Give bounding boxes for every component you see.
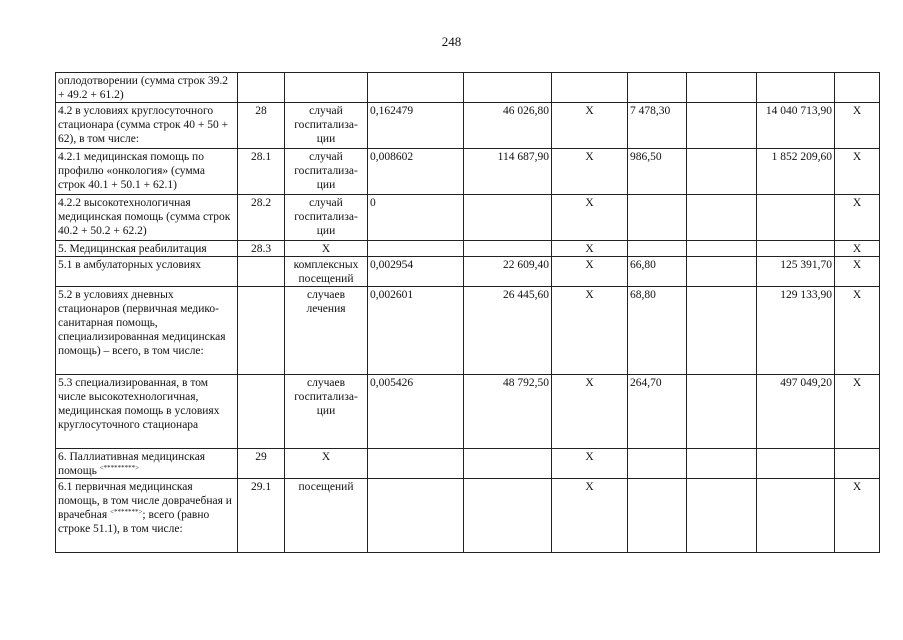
row-code: 28.2 (238, 195, 285, 241)
row-value-4: 986,50 (628, 149, 687, 195)
row-value-5 (687, 195, 757, 241)
row-value-1: 0 (368, 195, 464, 241)
row-unit: случай госпитализа-ции (285, 195, 368, 241)
row-value-4 (628, 73, 687, 103)
row-name (56, 103, 238, 149)
row-value-1 (368, 73, 464, 103)
row-value-5 (687, 241, 757, 257)
row-value-6 (757, 195, 835, 241)
row-code (238, 287, 285, 375)
row-name (56, 73, 238, 103)
row-value-2: 114 687,90 (464, 149, 552, 195)
row-value-4 (628, 195, 687, 241)
row-name (56, 287, 238, 375)
row-value-2: 46 026,80 (464, 103, 552, 149)
row-value-3 (552, 73, 628, 103)
row-value-7: Х (835, 257, 880, 287)
row-value-7: Х (835, 375, 880, 449)
row-value-7: Х (835, 195, 880, 241)
row-value-3: Х (552, 449, 628, 479)
row-value-5 (687, 149, 757, 195)
row-value-5 (687, 73, 757, 103)
row-value-1: 0,005426 (368, 375, 464, 449)
row-name (56, 375, 238, 449)
row-code (238, 73, 285, 103)
row-name-text: 5.2 в условиях дневных стационаров (первичная медико-санитарная помощь, специализированная медицинская помощь) – всего, в том числе: (58, 289, 226, 357)
row-value-7: Х (835, 241, 880, 257)
row-code: 28 (238, 103, 285, 149)
row-value-7 (835, 449, 880, 479)
row-value-3: Х (552, 257, 628, 287)
row-name (56, 449, 238, 479)
table-body (56, 73, 880, 553)
table-row (56, 241, 880, 257)
row-value-4 (628, 479, 687, 553)
row-unit: Х (285, 241, 368, 257)
row-value-3: Х (552, 241, 628, 257)
row-value-7: Х (835, 287, 880, 375)
row-value-4 (628, 449, 687, 479)
row-value-1 (368, 479, 464, 553)
row-value-2: 22 609,40 (464, 257, 552, 287)
row-value-6 (757, 479, 835, 553)
row-value-1: 0,008602 (368, 149, 464, 195)
row-value-7: Х (835, 149, 880, 195)
row-value-4: 66,80 (628, 257, 687, 287)
row-value-6 (757, 241, 835, 257)
row-code: 28.3 (238, 241, 285, 257)
row-name (56, 195, 238, 241)
row-value-2 (464, 479, 552, 553)
row-name-text: 4.2 в условиях круглосуточного стационара (сумма строк 40 + 50 + 62), в том числе: (58, 105, 229, 145)
table-row (56, 103, 880, 149)
row-value-1: 0,002954 (368, 257, 464, 287)
row-value-7: Х (835, 479, 880, 553)
table-row (56, 449, 880, 479)
table-row (56, 195, 880, 241)
row-code: 29 (238, 449, 285, 479)
row-value-7 (835, 73, 880, 103)
row-value-2 (464, 73, 552, 103)
row-unit: Х (285, 449, 368, 479)
table-row (56, 257, 880, 287)
row-value-5 (687, 449, 757, 479)
row-unit (285, 73, 368, 103)
row-unit: случаев госпитализа-ции (285, 375, 368, 449)
page-number: 248 (441, 34, 462, 49)
row-name-text: оплодотворении (сумма строк 39.2 + 49.2 + 61.2) (58, 75, 229, 101)
row-code (238, 257, 285, 287)
row-value-1: 0,162479 (368, 103, 464, 149)
row-value-5 (687, 257, 757, 287)
row-value-4: 7 478,30 (628, 103, 687, 149)
row-value-3: Х (552, 149, 628, 195)
row-value-1 (368, 449, 464, 479)
row-name (56, 257, 238, 287)
row-value-5 (687, 479, 757, 553)
row-unit: комплексных посещений (285, 257, 368, 287)
row-value-2 (464, 195, 552, 241)
row-value-4: 264,70 (628, 375, 687, 449)
row-value-4 (628, 241, 687, 257)
row-value-6: 14 040 713,90 (757, 103, 835, 149)
row-name-text: 5.1 в амбулаторных условиях (58, 259, 201, 271)
row-unit: случай госпитализа-ции (285, 103, 368, 149)
row-value-6: 129 133,90 (757, 287, 835, 375)
table-row (56, 73, 880, 103)
table-row (56, 479, 880, 553)
table-row (56, 149, 880, 195)
row-value-2 (464, 241, 552, 257)
row-code: 29.1 (238, 479, 285, 553)
row-value-3: Х (552, 287, 628, 375)
row-value-5 (687, 103, 757, 149)
row-value-1 (368, 241, 464, 257)
row-value-6 (757, 73, 835, 103)
row-value-1: 0,002601 (368, 287, 464, 375)
row-name-text: 4.2.2 высокотехнологичная медицинская помощь (сумма строк 40.2 + 50.2 + 62.2) (58, 197, 231, 237)
row-value-6 (757, 449, 835, 479)
row-value-6: 1 852 209,60 (757, 149, 835, 195)
row-value-5 (687, 375, 757, 449)
row-value-3: Х (552, 195, 628, 241)
row-value-2 (464, 449, 552, 479)
row-value-3: Х (552, 479, 628, 553)
table-row (56, 287, 880, 375)
footnote-marker: <*******> (110, 508, 143, 516)
row-unit: случаев лечения (285, 287, 368, 375)
row-unit: случай госпитализа-ции (285, 149, 368, 195)
row-code: 28.1 (238, 149, 285, 195)
row-value-3: Х (552, 375, 628, 449)
row-value-2: 26 445,60 (464, 287, 552, 375)
row-name (56, 479, 238, 553)
row-value-6: 497 049,20 (757, 375, 835, 449)
row-name-text: 4.2.1 медицинская помощь по профилю «онкология» (сумма строк 40.1 + 50.1 + 62.1) (58, 151, 205, 191)
row-value-4: 68,80 (628, 287, 687, 375)
table-row (56, 375, 880, 449)
row-name (56, 241, 238, 257)
row-name-text: 5. Медицинская реабилитация (58, 243, 207, 255)
row-name-tail: ; всего (равно строке 51.1), в том числе: (58, 509, 210, 535)
row-name-text: 5.3 специализированная, в том числе высокотехнологичная, медицинская помощь в условиях круглосуточного стационара (58, 377, 220, 431)
row-value-5 (687, 287, 757, 375)
row-value-2: 48 792,50 (464, 375, 552, 449)
row-value-6: 125 391,70 (757, 257, 835, 287)
row-unit: посещений (285, 479, 368, 553)
data-table (55, 72, 880, 553)
row-name-text: 6. Паллиативная медицинская помощь (58, 451, 206, 477)
row-name (56, 149, 238, 195)
row-value-3: Х (552, 103, 628, 149)
row-value-7: Х (835, 103, 880, 149)
row-code (238, 375, 285, 449)
row-name-text: 6.1 первичная медицинская помощь, в том числе доврачебная и врачебная (58, 481, 232, 521)
footnote-marker: <*********> (99, 464, 140, 472)
